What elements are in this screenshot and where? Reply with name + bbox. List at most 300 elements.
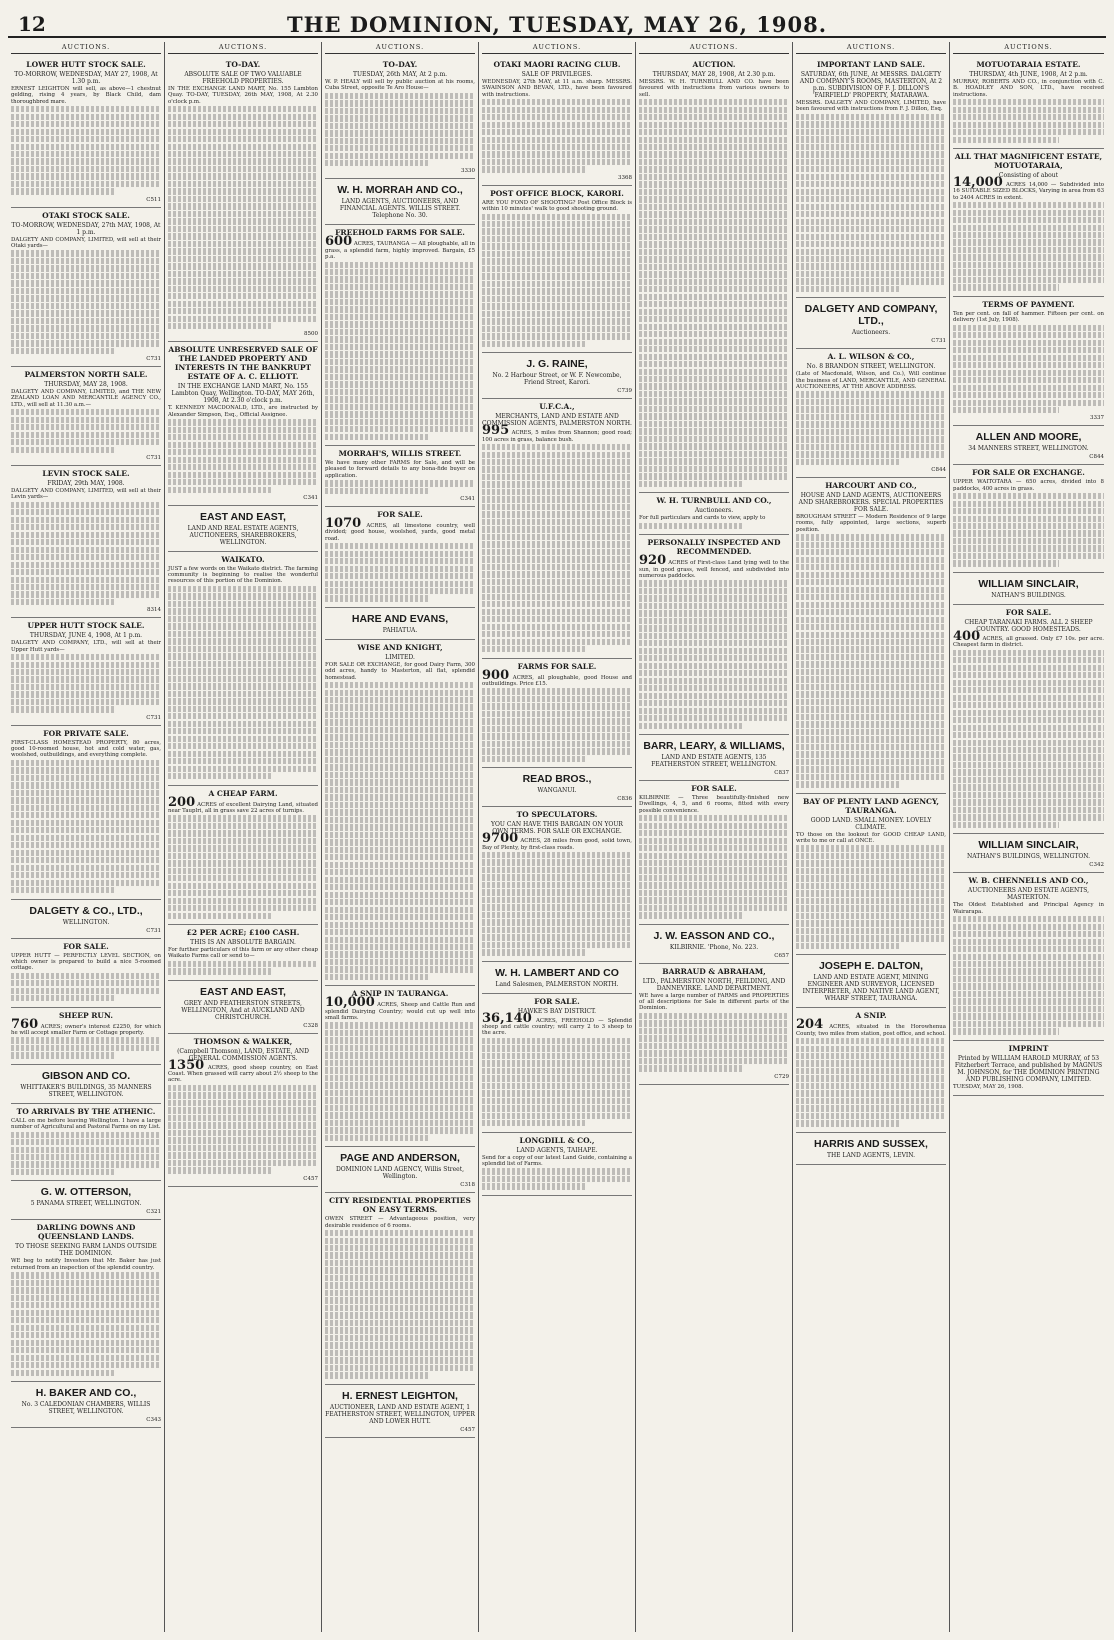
text-line (796, 572, 946, 578)
text-line (11, 318, 161, 324)
advertisement (482, 57, 632, 186)
ad-subheading: (Campbell Thomson), LAND, ESTATE, AND GENERAL COMMISSION AGENTS. (177, 1047, 309, 1062)
ad-subheading: Auctioneers. (851, 329, 891, 337)
text-line (325, 566, 475, 572)
text-line (639, 331, 789, 337)
text-line (796, 1053, 946, 1059)
text-line (482, 504, 632, 510)
text-line (953, 1021, 1104, 1027)
text-line (11, 158, 161, 164)
text-line (325, 727, 475, 733)
text-line (639, 700, 789, 706)
text-line (11, 295, 161, 301)
text-line (639, 466, 789, 472)
advertisement (11, 367, 161, 466)
text-line (796, 444, 946, 450)
text-line (639, 830, 789, 836)
text-line (168, 830, 318, 836)
text-line (325, 951, 475, 957)
text-line (953, 931, 1104, 937)
text-line (325, 1022, 475, 1028)
text-line (639, 159, 789, 165)
column-1 (8, 42, 165, 1632)
ad-body: (Late of Macdonald, Wilson, and Co.), Will continue the business of LAND, MERCANTILE, AND GENERAL AUCTIONEERS, AT THE ABOVE ADDRESS. (796, 371, 946, 390)
text-line (325, 749, 475, 755)
text-line (953, 129, 1104, 135)
text-line (639, 723, 744, 729)
text-line (639, 122, 789, 128)
text-line (639, 633, 789, 639)
text-line (482, 266, 632, 272)
text-line (325, 1045, 475, 1051)
text-line (325, 682, 475, 688)
text-line (796, 399, 946, 405)
ad-reference-code: 8500 (304, 331, 318, 338)
text-line (953, 717, 1104, 723)
text-line (325, 1090, 475, 1096)
text-line (168, 758, 318, 764)
text-line (11, 524, 161, 530)
advertisement (325, 1147, 475, 1193)
text-line (953, 385, 1104, 391)
text-line (325, 336, 475, 342)
ad-heading: MOTUOTARAIA ESTATE. (976, 60, 1081, 69)
text-line (639, 204, 789, 210)
text-line (482, 1053, 632, 1059)
text-line (482, 129, 632, 135)
text-line (639, 391, 789, 397)
text-line (168, 1085, 318, 1091)
text-line (482, 733, 632, 739)
ad-reference-code: C321 (146, 1209, 161, 1216)
column-heading: AUCTIONS. (482, 42, 632, 54)
text-line (953, 370, 1104, 376)
ad-body: 600 ACRES, TAURANGA — All ploughable, all in grass, a splendid farm, highly improved. Bargain, £5 p.a. (325, 234, 475, 261)
ad-subheading: LTD., PALMERSTON NORTH, FEILDING, AND DANNEVIRKE. LAND DEPARTMENT. (642, 977, 786, 992)
text-line (325, 1297, 475, 1303)
ad-body: BROUGHAM STREET — Modern Residence of 9 large rooms, fully appointed, large sections, superb position. (796, 514, 946, 533)
ad-body: CALL on me before leaving Wellington. I have a large number of Agricultural and Pastoral Farms on my List. (11, 1117, 161, 1131)
ad-heading: DALGETY & CO., LTD., (29, 904, 143, 917)
text-line (168, 1152, 318, 1158)
text-line (325, 907, 475, 913)
ad-reference-code: C457 (460, 1426, 475, 1433)
text-line (11, 1052, 116, 1058)
advertisement (11, 1008, 161, 1065)
ad-subheading: Land Salesmen, PALMERSTON NORTH. (495, 980, 619, 988)
ad-body: FOR SALE OR EXCHANGE, for good Dairy Farm, 300 odd acres, handy to Masterton, all flat, splendid homestead. (325, 661, 475, 681)
text-line (639, 1050, 789, 1056)
ad-subheading: Consisting of about (998, 171, 1059, 179)
text-line (325, 269, 475, 275)
text-line (796, 196, 946, 202)
text-line (953, 814, 1104, 820)
ad-heading: FOR SALE. (377, 510, 423, 519)
text-line (639, 882, 789, 888)
text-line (325, 426, 475, 432)
ad-reference-code: 3330 (461, 168, 475, 175)
text-line (168, 608, 318, 614)
text-line (953, 254, 1104, 260)
ad-heading: AUCTION. (692, 60, 736, 69)
text-line (796, 706, 946, 712)
text-line (11, 850, 161, 856)
text-line (796, 928, 946, 934)
text-line (482, 1090, 632, 1096)
text-line (482, 1075, 632, 1081)
text-line (168, 181, 318, 187)
column-heading: AUCTIONS. (796, 42, 946, 54)
text-line (639, 523, 744, 529)
text-line (639, 648, 789, 654)
text-line (639, 279, 789, 285)
text-line (482, 859, 632, 865)
ad-body: DALGETY AND COMPANY, LTD., will sell at their Upper Hutt yards— (11, 640, 161, 653)
ad-body: MESSRS. W. H. TURNBULL AND CO. have been favoured with instructions from various owners to sell. (639, 79, 789, 98)
ad-subheading: MERCHANTS, LAND AND ESTATE AND COMMISSION AGENTS, PALMERSTON NORTH. (482, 413, 632, 428)
text-line (482, 711, 632, 717)
newspaper-title: THE DOMINION, TUESDAY, MAY 26, 1908. (286, 12, 828, 37)
ad-heading: EAST AND EAST, (200, 985, 286, 998)
advertisement (482, 1133, 632, 1196)
ad-subheading: WANGANUI. (537, 787, 577, 795)
text-line (796, 935, 946, 941)
text-line (796, 751, 946, 757)
text-line (11, 1287, 161, 1293)
text-line (953, 946, 1104, 952)
text-line (11, 265, 161, 271)
text-line (482, 549, 632, 555)
text-line (953, 560, 1059, 566)
text-line (639, 708, 789, 714)
text-line (11, 539, 161, 545)
text-line (953, 553, 1104, 559)
text-line (11, 532, 161, 538)
text-line (953, 702, 1104, 708)
ad-heading: HARCOURT AND CO., (825, 481, 917, 491)
ad-heading: WILLIAM SINCLAIR, (978, 839, 1079, 852)
text-line (482, 556, 632, 562)
text-line (639, 670, 789, 676)
text-line (482, 288, 632, 294)
text-line (325, 488, 430, 494)
text-line (11, 1045, 161, 1051)
text-line (953, 523, 1104, 529)
text-line (953, 516, 1104, 522)
advertisement (796, 955, 946, 1008)
ad-heading: W. B. CHENNELLS AND CO., (968, 876, 1089, 886)
text-line (639, 413, 789, 419)
advertisement (482, 353, 632, 399)
text-line (796, 278, 946, 284)
text-line (482, 107, 632, 113)
text-line (953, 217, 1104, 223)
ad-heading: TO-DAY. (382, 60, 418, 69)
text-line (168, 883, 318, 889)
text-line (796, 151, 946, 157)
text-line (796, 391, 946, 397)
text-line (796, 159, 946, 165)
text-line (11, 340, 161, 346)
text-line (325, 1127, 475, 1133)
ad-subheading: SATURDAY, 6th JUNE, At MESSRS. DALGETY AND COMPANY'S ROOMS, MASTERTON, At 2 p.m. SUBDIVISION OF F. J. DILLON'S 'FAIRFIELD' PROPERTY, MATARAWA. (799, 71, 943, 99)
text-line (639, 383, 789, 389)
text-line (11, 569, 161, 575)
text-line (11, 797, 161, 803)
text-line (168, 713, 318, 719)
text-line (639, 473, 789, 479)
text-line (11, 820, 161, 826)
text-line (796, 226, 946, 232)
text-line (168, 106, 318, 112)
text-line (168, 646, 318, 652)
advertisement (168, 57, 318, 342)
text-line (639, 715, 789, 721)
ad-reference-code: C844 (931, 467, 946, 474)
text-line (639, 1013, 789, 1019)
ad-body: DALGETY AND COMPANY, LIMITED, will sell at their Levin yards— (11, 487, 161, 501)
text-line (11, 591, 161, 597)
text-line (953, 407, 1059, 413)
advertisement (11, 57, 161, 208)
text-line (325, 944, 475, 950)
text-line (796, 699, 946, 705)
text-line (482, 594, 632, 600)
ad-reference-code: C343 (146, 1417, 161, 1424)
advertisement (796, 349, 946, 478)
text-line (482, 949, 587, 955)
text-line (11, 250, 161, 256)
ad-subheading: LIMITED. (385, 653, 415, 661)
text-line (796, 263, 946, 269)
text-line (953, 202, 1104, 208)
text-line (325, 389, 475, 395)
text-line (953, 762, 1104, 768)
text-line (11, 995, 116, 1001)
text-line (953, 362, 1104, 368)
text-line (482, 616, 632, 622)
text-line (325, 1357, 475, 1363)
text-line (168, 868, 318, 874)
text-line (953, 122, 1104, 128)
text-line (325, 1365, 475, 1371)
text-line (325, 929, 475, 935)
text-line (796, 421, 946, 427)
ad-heading: W. H. LAMBERT AND CO (495, 966, 619, 979)
text-line (325, 697, 475, 703)
text-line (11, 880, 161, 886)
text-line (639, 346, 789, 352)
text-line (796, 451, 946, 457)
text-line (953, 991, 1104, 997)
ad-body: KILBIRNIE — Three beautifully-finished new Dwellings, 4, 5, and 6 rooms, fitted with every possible convenience. (639, 795, 789, 814)
text-line (953, 665, 1104, 671)
text-line (482, 897, 632, 903)
text-line (168, 203, 318, 209)
text-line (482, 601, 632, 607)
ad-heading: TERMS OF PAYMENT. (982, 299, 1075, 309)
text-line (482, 1038, 632, 1044)
text-line (482, 624, 632, 630)
text-line (953, 210, 1104, 216)
text-line (11, 258, 161, 264)
text-line (639, 428, 789, 434)
text-line (796, 860, 946, 866)
ad-reference-code: C657 (774, 952, 789, 959)
ad-body: We have many other FARMS for Sale, and will be pleased to forward details to any bona-fide buyer on application. (325, 460, 475, 479)
ad-subheading: YOU CAN HAVE THIS BARGAIN ON YOUR OWN TERMS. FOR SALE OR EXCHANGE. (491, 821, 623, 836)
text-line (482, 1060, 632, 1066)
ad-reference-code: C837 (774, 770, 789, 776)
advertisement (796, 478, 946, 794)
ad-heading: UPPER HUTT STOCK SALE. (27, 621, 145, 631)
text-line (325, 396, 475, 402)
text-line (482, 151, 632, 157)
ad-reference-code: C457 (303, 1175, 318, 1182)
ad-heading: POST OFFICE BLOCK, KARORI. (490, 188, 624, 198)
text-line (796, 564, 946, 570)
text-line (325, 817, 475, 823)
text-line (325, 1067, 475, 1073)
ad-heading: FREEHOLD FARMS FOR SALE. (335, 228, 465, 238)
text-line (639, 436, 789, 442)
text-line (639, 421, 789, 427)
text-line (796, 898, 946, 904)
text-line (11, 1340, 161, 1346)
text-line (11, 181, 161, 187)
advertisement (11, 1181, 161, 1220)
text-line (482, 882, 632, 888)
advertisement (325, 179, 475, 225)
text-line (796, 181, 946, 187)
text-line (168, 968, 273, 974)
text-line (639, 625, 789, 631)
text-line (639, 249, 789, 255)
text-line (11, 577, 161, 583)
text-line (325, 314, 475, 320)
ad-subheading: LAND AGENTS, TAIHAPE. (516, 1146, 598, 1154)
text-line (953, 538, 1104, 544)
text-line (11, 439, 161, 445)
ad-heading: FOR SALE. (1005, 607, 1052, 617)
advertisement (11, 939, 161, 1008)
ad-reference-code: C318 (460, 1182, 475, 1189)
text-line (325, 306, 475, 312)
text-line (796, 136, 946, 142)
text-line (953, 961, 1104, 967)
text-line (11, 835, 161, 841)
text-line (325, 914, 475, 920)
advertisement (639, 735, 789, 781)
text-line (639, 271, 789, 277)
text-line (325, 543, 475, 549)
acreage-figure: 1070 (325, 516, 362, 531)
text-line (796, 913, 946, 919)
text-line (639, 678, 789, 684)
text-line (796, 920, 946, 926)
text-line (325, 974, 430, 980)
text-line (168, 188, 318, 194)
text-line (796, 1105, 946, 1111)
text-line (639, 1058, 789, 1064)
ad-body: 204 ACRES, situated in the Horowhenua County, two miles from station, post office, and school. (796, 1017, 946, 1037)
text-line (639, 264, 789, 270)
text-line (639, 912, 744, 918)
text-line (11, 669, 161, 675)
text-line (796, 609, 946, 615)
advertisement (953, 605, 1104, 834)
ad-subheading: TUESDAY, 26th MAY, At 2 p.m. (352, 71, 448, 78)
text-line (953, 501, 1104, 507)
text-line (11, 782, 161, 788)
ad-heading: WILLIAM SINCLAIR, (978, 577, 1079, 590)
text-line (325, 299, 475, 305)
text-line (639, 114, 789, 120)
text-line (953, 269, 1104, 275)
text-line (482, 459, 632, 465)
ad-body: WE beg to notify Investors that Mr. Baker has just returned from an inspection of the splendid country. (11, 1258, 161, 1271)
advertisement (796, 1133, 946, 1165)
text-line (482, 166, 587, 172)
advertisement (482, 994, 632, 1133)
text-line (168, 1122, 318, 1128)
ad-heading: IMPRINT (1008, 1043, 1049, 1053)
text-line (482, 718, 632, 724)
advertisement (325, 225, 475, 446)
text-line (482, 214, 632, 220)
ad-body: 760 ACRES; owner's interest £2250, for which he will accept smaller Farm or Cottage property. (11, 1016, 161, 1036)
text-line (325, 899, 475, 905)
text-line (482, 867, 632, 873)
ad-subheading: NATHAN'S BUILDINGS, WELLINGTON. (966, 853, 1091, 861)
ad-subheading: WHITTAKER'S BUILDINGS, 35 MANNERS STREET, WELLINGTON. (20, 1083, 152, 1098)
ad-subheading: WELLINGTON. (62, 918, 110, 926)
text-line (796, 587, 946, 593)
text-line (953, 916, 1104, 922)
text-line (168, 728, 318, 734)
text-line (482, 243, 632, 249)
ad-body: 10,000 ACRES, Sheep and Cattle Run and splendid Dairying Country; would cut up well into small farms. (325, 995, 475, 1021)
text-line (168, 721, 318, 727)
text-line (168, 173, 318, 179)
text-line (168, 815, 318, 821)
text-line (325, 595, 430, 601)
text-line (639, 301, 789, 307)
text-line (953, 107, 1104, 113)
text-line (325, 573, 475, 579)
text-line (796, 661, 946, 667)
text-line (953, 725, 1104, 731)
text-line (325, 1105, 475, 1111)
text-line (325, 1267, 475, 1273)
ad-subheading: TO THOSE SEEKING FARM LANDS OUTSIDE THE DOMINION. (15, 1243, 157, 1258)
text-line (953, 650, 1104, 656)
text-line (482, 1176, 632, 1182)
text-line (953, 400, 1104, 406)
text-line (639, 1043, 789, 1049)
text-line (11, 333, 161, 339)
ad-body: 400 ACRES, all grassed. Only £7 10s. per acre. Cheapest farm in district. (953, 628, 1104, 649)
text-line (325, 892, 475, 898)
text-line (953, 983, 1104, 989)
text-line (482, 481, 632, 487)
text-line (325, 1260, 475, 1266)
ad-body: ARE YOU FOND OF SHOOTING? Post Office Block is within 10 minutes' walk to good shooting ground. (482, 199, 632, 213)
text-line (639, 129, 789, 135)
advertisement (11, 900, 161, 939)
text-line (168, 586, 318, 592)
advertisement (11, 208, 161, 367)
